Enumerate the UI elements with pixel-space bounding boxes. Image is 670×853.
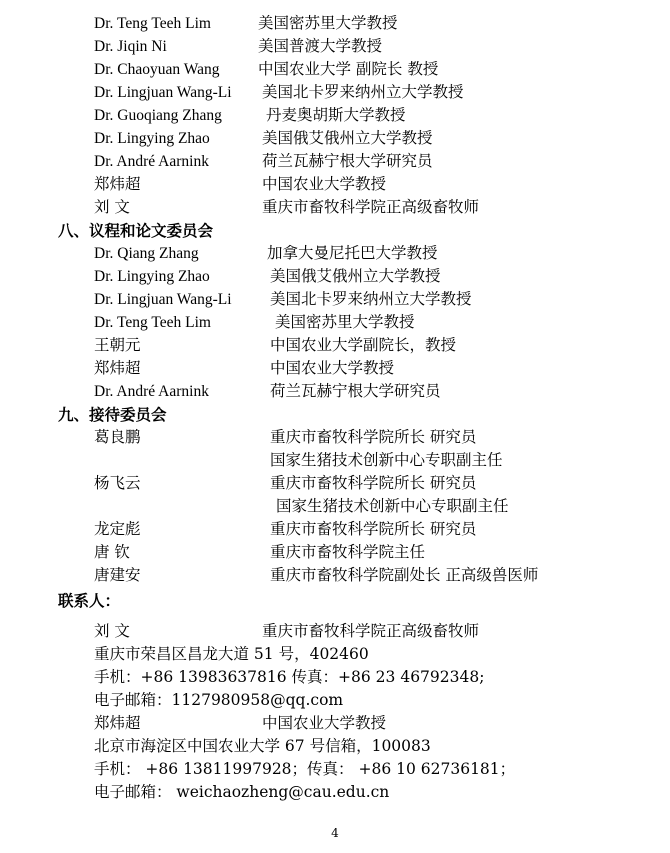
member-title: 国家生猪技术创新中心专职副主任: [270, 451, 503, 469]
member-name: Dr. Lingjuan Wang-Li: [94, 291, 232, 308]
member-title: 美国北卡罗来纳州立大学教授: [262, 83, 464, 101]
member-row: [0, 81, 670, 104]
member-row: [0, 518, 670, 541]
member-title: 重庆市畜牧科学院所长 研究员: [270, 474, 477, 492]
page-number: 4: [331, 826, 339, 840]
member-title: 丹麦奥胡斯大学教授: [266, 106, 406, 124]
member-name: 龙定彪: [94, 520, 141, 538]
member-title: 荷兰瓦赫宁根大学研究员: [270, 382, 441, 400]
member-name: 葛良鹏: [94, 428, 141, 446]
member-title: 荷兰瓦赫宁根大学研究员: [262, 152, 433, 170]
member-name: Dr. Lingjuan Wang-Li: [94, 84, 232, 101]
member-row: [0, 12, 670, 35]
member-row: [0, 472, 670, 495]
contact-row: [0, 735, 670, 758]
member-title: 国家生猪技术创新中心专职副主任: [276, 497, 509, 515]
contact-phone-fax: 手机：+86 13983637816 传真：+86 23 46792348;: [94, 668, 485, 686]
member-name: 唐 钦: [94, 543, 130, 561]
member-row: [0, 150, 670, 173]
member-row: [0, 541, 670, 564]
section-heading: 九、接待委员会: [58, 405, 167, 424]
member-title: 重庆市畜牧科学院所长 研究员: [270, 428, 477, 446]
member-title: 美国密苏里大学教授: [258, 14, 398, 32]
contact-title: 中国农业大学教授: [262, 714, 387, 732]
member-name: 刘 文: [94, 198, 130, 216]
section-heading: 八、议程和论文委员会: [58, 221, 214, 240]
contact-title: 重庆市畜牧科学院正高级畜牧师: [262, 622, 480, 640]
member-row: [0, 58, 670, 81]
member-row: [0, 104, 670, 127]
member-name: 郑炜超: [94, 359, 141, 377]
member-title: 美国普渡大学教授: [258, 37, 383, 55]
member-name: Dr. Lingying Zhao: [94, 268, 210, 285]
member-row: [0, 334, 670, 357]
member-title: 重庆市畜牧科学院主任: [270, 543, 426, 561]
member-name: Dr. Qiang Zhang: [94, 245, 199, 262]
contact-row: [0, 643, 670, 666]
member-title: 中国农业大学 副院长 教授: [258, 60, 439, 78]
member-title: 美国北卡罗来纳州立大学教授: [270, 290, 472, 308]
member-name: Dr. Teng Teeh Lim: [94, 314, 211, 331]
member-row: [0, 288, 670, 311]
member-title: 美国密苏里大学教授: [275, 313, 415, 331]
member-name: Dr. Lingying Zhao: [94, 130, 210, 147]
contact-row: [0, 758, 670, 781]
member-row: [0, 196, 670, 219]
member-name: 杨飞云: [94, 474, 141, 492]
contact-email: 电子邮箱： weichaozheng@cau.edu.cn: [94, 783, 390, 801]
member-title: 中国农业大学教授: [270, 359, 395, 377]
contact-row: [0, 620, 670, 643]
member-title: 中国农业大学教授: [262, 175, 387, 193]
member-row: [0, 35, 670, 58]
contact-email: 电子邮箱：1127980958@qq.com: [94, 691, 344, 709]
member-row: [0, 495, 670, 518]
section-heading-row: [0, 589, 670, 612]
member-name: Dr. Guoqiang Zhang: [94, 107, 222, 124]
member-name: 王朝元: [94, 336, 141, 354]
contact-row: [0, 781, 670, 804]
contact-row: [0, 712, 670, 735]
member-row: [0, 311, 670, 334]
contact-name: 刘 文: [94, 622, 130, 640]
contacts-heading: 联系人：: [58, 591, 121, 610]
contact-name: 郑炜超: [94, 714, 141, 732]
section-heading-row: [0, 219, 670, 242]
member-row: [0, 242, 670, 265]
member-name: Dr. Teng Teeh Lim: [94, 15, 211, 32]
member-title: 美国俄艾俄州立大学教授: [262, 129, 433, 147]
member-name: Dr. André Aarnink: [94, 383, 209, 400]
member-row: [0, 173, 670, 196]
contact-phone-fax: 手机： +86 13811997928；传真： +86 10 62736181；: [94, 760, 516, 778]
contact-row: [0, 666, 670, 689]
contact-row: [0, 689, 670, 712]
member-row: [0, 564, 670, 587]
member-row: [0, 357, 670, 380]
member-title: 重庆市畜牧科学院正高级畜牧师: [262, 198, 480, 216]
member-title: 重庆市畜牧科学院所长 研究员: [270, 520, 477, 538]
member-row: [0, 127, 670, 150]
contact-address: 北京市海淀区中国农业大学 67 号信箱，100083: [94, 737, 431, 755]
member-title: 加拿大曼尼托巴大学教授: [267, 244, 438, 262]
member-name: 郑炜超: [94, 175, 141, 193]
section-heading-row: [0, 403, 670, 426]
contact-address: 重庆市荣昌区昌龙大道 51 号，402460: [94, 645, 369, 663]
member-name: 唐建安: [94, 566, 141, 584]
member-title: 重庆市畜牧科学院副处长 正高级兽医师: [270, 566, 539, 584]
member-row: [0, 380, 670, 403]
member-row: [0, 449, 670, 472]
member-name: Dr. Jiqin Ni: [94, 38, 167, 55]
member-name: Dr. Chaoyuan Wang: [94, 61, 220, 78]
member-name: Dr. André Aarnink: [94, 153, 209, 170]
member-title: 中国农业大学副院长，教授: [270, 336, 457, 354]
member-row: [0, 265, 670, 288]
member-row: [0, 426, 670, 449]
member-title: 美国俄艾俄州立大学教授: [270, 267, 441, 285]
